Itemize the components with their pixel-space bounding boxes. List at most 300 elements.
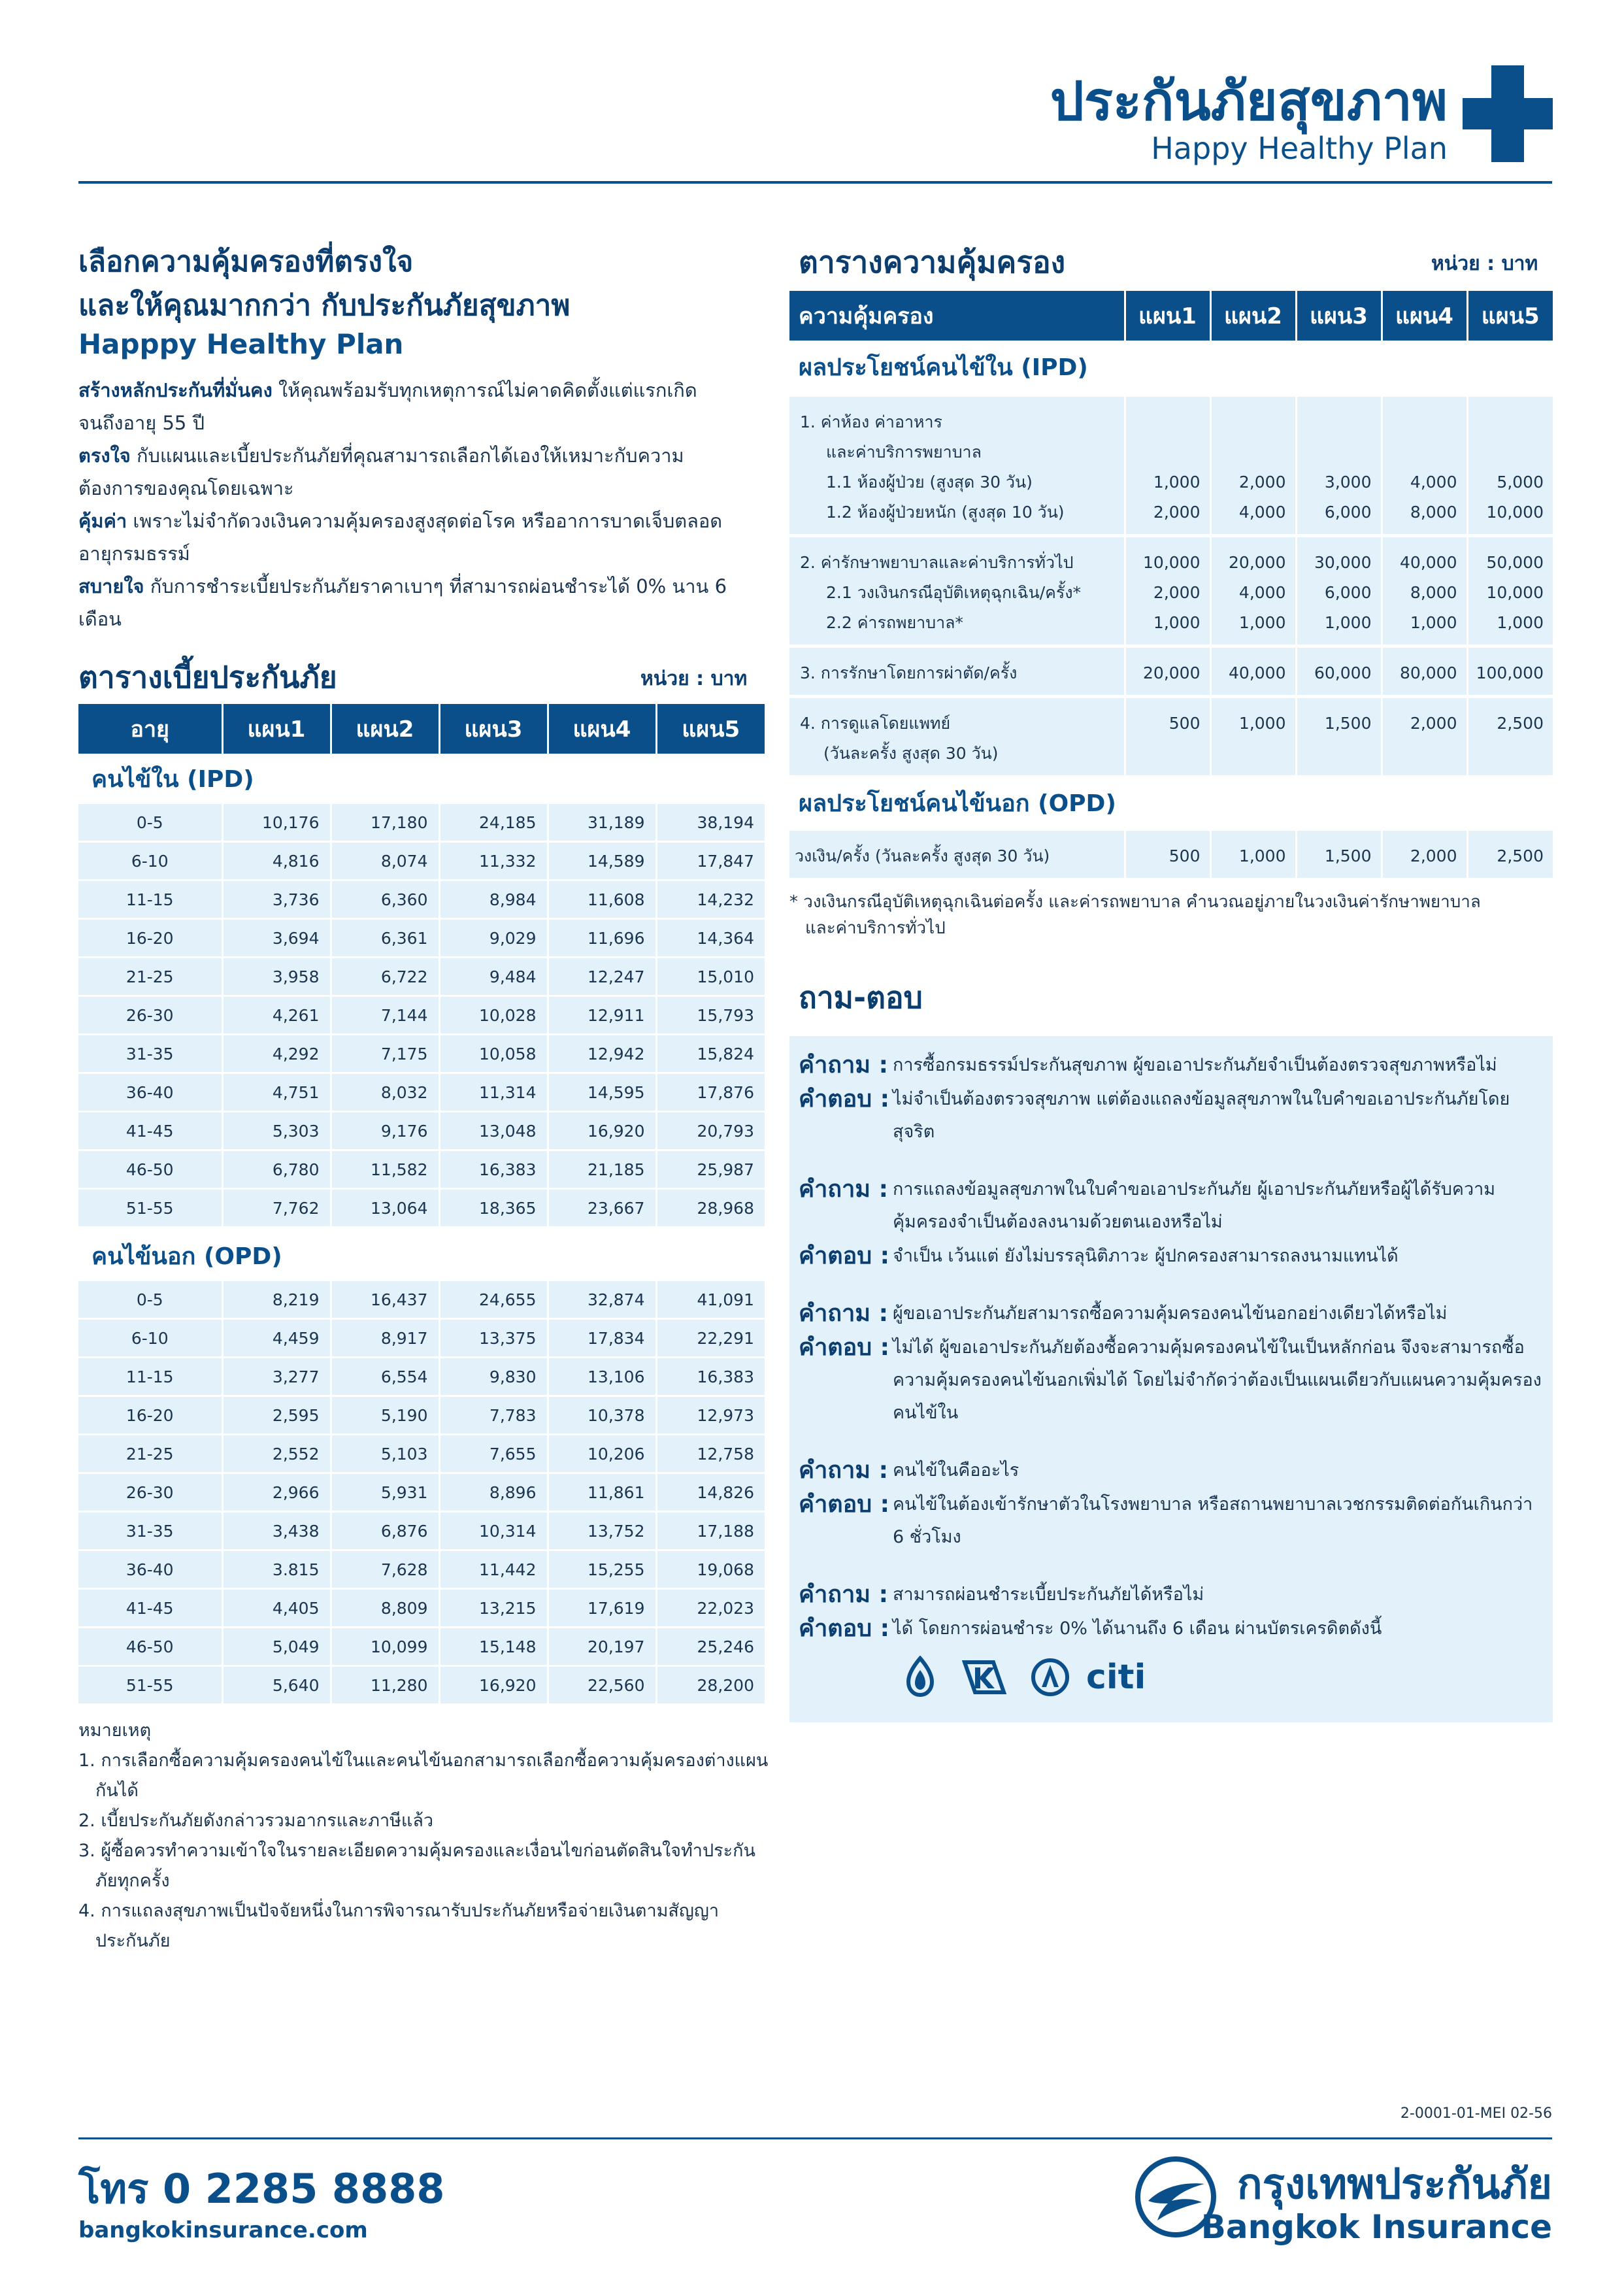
answer-text: ได้ โดยการผ่อนชำระ 0% ได้นานถึง 6 เดือน ผ่านบัตรเครดิตดังนี้: [893, 1618, 1382, 1639]
faq-question-2: [799, 1173, 1544, 1239]
question-text: ผู้ขอเอาประกันภัยสามารถซื้อความคุ้มครองคนไข้นอกอย่างเดียวได้หรือไม่: [893, 1303, 1448, 1324]
premium-cell: 22,023: [656, 1589, 765, 1628]
premium-cell: 4,292: [222, 1035, 331, 1073]
premium-cell: 41,091: [656, 1281, 765, 1319]
notes-section: [78, 1716, 771, 1956]
cell: 1,000: [1324, 613, 1372, 632]
premium-cell: 32,874: [548, 1281, 656, 1319]
premium-cell: 6,780: [222, 1150, 331, 1189]
cell: 100,000: [1467, 646, 1553, 697]
premium-unit: หน่วย : บาท: [640, 667, 748, 690]
premium-cell: 8,074: [331, 842, 439, 880]
benefit-4-text: กับการชำระเบี้ยประกันภัยราคาเบาๆ ที่สามารถผ่อนชำระได้ 0% นาน 6 เดือน: [78, 575, 727, 630]
premium-cell: 7,175: [331, 1035, 439, 1073]
table-row: [78, 1319, 765, 1358]
cell: 20,000: [1229, 553, 1286, 572]
plan-column-header: แผน4: [1382, 291, 1467, 341]
premium-cell: 38,194: [656, 804, 765, 842]
cell: 1,000: [1410, 613, 1457, 632]
premium-cell: 3,438: [222, 1512, 331, 1550]
premium-cell: 5,103: [331, 1435, 439, 1473]
intro-paragraphs: [78, 374, 732, 635]
cell: 2,000: [1382, 831, 1467, 880]
faq-box: [789, 1036, 1553, 1722]
premium-cell: 16,383: [656, 1358, 765, 1396]
answer-text: จำเป็น เว้นแต่ ยังไม่บรรลุนิติภาวะ ผู้ปกครองสามารถลงนามแทนได้: [893, 1246, 1399, 1266]
premium-cell: 6,876: [331, 1512, 439, 1550]
table-row: [78, 1150, 765, 1189]
premium-cell: 20,197: [548, 1628, 656, 1666]
plan-column-header: แผน2: [1210, 291, 1296, 341]
cell: 5,000: [1497, 473, 1544, 492]
faq-answer-3: [799, 1331, 1544, 1430]
premium-cell: 4,816: [222, 842, 331, 880]
table-row: [78, 1628, 765, 1666]
premium-cell: 11,861: [548, 1473, 656, 1512]
cell: 1,000: [1497, 613, 1544, 632]
table-row: [78, 1435, 765, 1473]
faq-question-4: [799, 1454, 1544, 1487]
faq-answer-1: [799, 1083, 1544, 1148]
benefit-4-title: สบายใจ: [78, 575, 144, 597]
cell: 1,000: [1210, 831, 1296, 880]
footnote-line-1: * วงเงินกรณีอุบัติเหตุฉุกเฉินต่อครั้ง และค่ารถพยาบาล คำนวณอยู่ภายในวงเงินค่ารักษาพยาบาล: [789, 892, 1481, 912]
premium-cell: 17,188: [656, 1512, 765, 1550]
age-cell: 6-10: [78, 1319, 222, 1358]
premium-cell: 25,987: [656, 1150, 765, 1189]
coverage-ipd-label: ผลประโยชน์คนไข้ใน (IPD): [799, 354, 1088, 381]
benefit-2-title: ตรงใจ: [78, 444, 131, 467]
premium-cell: 12,247: [548, 958, 656, 996]
table-row: [78, 1396, 765, 1435]
premium-cell: 8,984: [439, 880, 548, 919]
bank-ktb-icon: [1030, 1656, 1070, 1699]
cell: 2,000: [1153, 503, 1201, 522]
premium-cell: 10,206: [548, 1435, 656, 1473]
premium-cell: 24,185: [439, 804, 548, 842]
premium-cell: 17,876: [656, 1073, 765, 1112]
age-cell: 21-25: [78, 1435, 222, 1473]
premium-cell: 20,793: [656, 1112, 765, 1150]
row1-2-label: 1.2 ห้องผู้ป่วยหนัก (สูงสุด 10 วัน): [826, 503, 1065, 522]
cell: 1,000: [1238, 613, 1286, 632]
age-cell: 46-50: [78, 1628, 222, 1666]
cell: 1,500: [1296, 831, 1382, 880]
contact-phone: โทร 0 2285 8888: [78, 2165, 445, 2213]
answer-label: คำตอบ :: [799, 1615, 890, 1642]
premium-cell: 28,968: [656, 1189, 765, 1228]
premium-cell: 12,942: [548, 1035, 656, 1073]
table-row: [78, 1512, 765, 1550]
faq-question-1: [799, 1049, 1544, 1082]
plan-column-header: แผน1: [222, 704, 331, 754]
intro-heading-2: และให้คุณมากกว่า กับประกันภัยสุขภาพ: [78, 289, 571, 322]
premium-cell: 6,722: [331, 958, 439, 996]
row5-title: วงเงิน/ครั้ง (วันละครั้ง สูงสุด 30 วัน): [795, 846, 1050, 865]
cell: 500: [1125, 831, 1210, 880]
premium-cell: 17,847: [656, 842, 765, 880]
premium-opd-label: คนไข้นอก (OPD): [91, 1243, 282, 1270]
premium-cell: 11,314: [439, 1073, 548, 1112]
row2-1-label: 2.1 วงเงินกรณีอุบัติเหตุฉุกเฉิน/ครั้ง*: [826, 583, 1082, 602]
row2-title: 2. ค่ารักษาพยาบาลและค่าบริการทั่วไป: [800, 553, 1074, 572]
age-cell: 51-55: [78, 1189, 222, 1228]
premium-cell: 11,696: [548, 919, 656, 958]
premium-cell: 3,694: [222, 919, 331, 958]
premium-cell: 17,834: [548, 1319, 656, 1358]
faq-answer-4: [799, 1488, 1544, 1554]
brand-name-th: กรุงเทพประกันภัย: [1236, 2160, 1552, 2209]
age-cell: 11-15: [78, 1358, 222, 1396]
row1-title: 1. ค่าห้อง ค่าอาหาร: [800, 412, 942, 431]
premium-cell: 4,405: [222, 1589, 331, 1628]
coverage-table: [789, 291, 1553, 881]
question-label: คำถาม :: [799, 1300, 888, 1327]
footer-divider: [78, 2137, 1552, 2139]
age-cell: 41-45: [78, 1112, 222, 1150]
age-cell: 36-40: [78, 1550, 222, 1589]
cell: 40,000: [1210, 646, 1296, 697]
cell: 8,000: [1410, 503, 1457, 522]
premium-cell: 5,303: [222, 1112, 331, 1150]
premium-cell: 7,783: [439, 1396, 548, 1435]
benefit-1-text: ให้คุณพร้อมรับทุกเหตุการณ์ไม่คาดคิดตั้งแต่แรกเกิดจนถึงอายุ 55 ปี: [78, 379, 697, 434]
premium-cell: 31,189: [548, 804, 656, 842]
premium-cell: 4,459: [222, 1319, 331, 1358]
coverage-row-5: [789, 831, 1553, 880]
plan-column-header: แผน3: [439, 704, 548, 754]
premium-cell: 12,911: [548, 996, 656, 1035]
question-text: สามารถผ่อนชำระเบี้ยประกันภัยได้หรือไม่: [893, 1584, 1204, 1605]
age-cell: 31-35: [78, 1035, 222, 1073]
premium-table-title: ตารางเบี้ยประกันภัย: [78, 660, 337, 695]
coverage-footnote: [789, 889, 1554, 941]
premium-cell: 8,917: [331, 1319, 439, 1358]
age-cell: 6-10: [78, 842, 222, 880]
premium-ipd-rows: [78, 804, 765, 1228]
premium-cell: 14,589: [548, 842, 656, 880]
plan-column-header: แผน4: [548, 704, 656, 754]
cell: 80,000: [1382, 646, 1467, 697]
document-code: 2-0001-01-MEI 02-56: [1400, 2105, 1552, 2122]
plan-column-header: แผน3: [1296, 291, 1382, 341]
cell: 6,000: [1324, 503, 1372, 522]
table-row: [78, 1281, 765, 1319]
note-item-1: 1. การเลือกซื้อความคุ้มครองคนไข้ในและคนไข้นอกสามารถเลือกซื้อความคุ้มครองต่างแผนกันได้: [78, 1750, 769, 1801]
table-row: [78, 1666, 765, 1705]
cell: 30,000: [1314, 553, 1372, 572]
premium-cell: 11,280: [331, 1666, 439, 1705]
answer-text: ไม่จำเป็นต้องตรวจสุขภาพ แต่ต้องแถลงข้อมูลสุขภาพในใบคำขอเอาประกันภัยโดยสุจริต: [893, 1089, 1510, 1142]
premium-cell: 17,180: [331, 804, 439, 842]
cell: 10,000: [1486, 583, 1544, 602]
footnote-line-2: และค่าบริการทั่วไป: [805, 918, 946, 938]
row1-1-label: 1.1 ห้องผู้ป่วย (สูงสุด 30 วัน): [826, 473, 1033, 492]
premium-cell: 9,176: [331, 1112, 439, 1150]
cell: 1,000: [1153, 473, 1201, 492]
faq-answer-2: [799, 1240, 1544, 1273]
premium-cell: 18,365: [439, 1189, 548, 1228]
premium-cell: 24,655: [439, 1281, 548, 1319]
premium-cell: 10,314: [439, 1512, 548, 1550]
answer-text: ไม่ได้ ผู้ขอเอาประกันภัยต้องซื้อความคุ้มครองคนไข้ในเป็นหลักก่อน จึงจะสามารถซื้อความคุ้มครองคนไข้นอกเพิ่มได้ โดยไม่จำกัดว่าต้องเป็นแผนเดียวกับแผนความคุ้มครองคนไข้ใน: [893, 1337, 1542, 1423]
age-cell: 46-50: [78, 1150, 222, 1189]
cell: 1,000: [1153, 613, 1201, 632]
answer-text: คนไข้ในต้องเข้ารักษาตัวในโรงพยาบาล หรือสถานพยาบาลเวชกรรมติดต่อกันเกินกว่า 6 ชั่วโมง: [893, 1494, 1533, 1547]
premium-cell: 4,261: [222, 996, 331, 1035]
intro-heading-3: Happpy Healthy Plan: [78, 328, 404, 360]
table-row: [78, 996, 765, 1035]
premium-cell: 8,809: [331, 1589, 439, 1628]
question-text: การแถลงข้อมูลสุขภาพในใบคำขอเอาประกันภัย ผู้เอาประกันภัยหรือผู้ได้รับความคุ้มครองจำเป็นต้องลงนามด้วยตนเองหรือไม่: [893, 1179, 1496, 1232]
premium-cell: 3,277: [222, 1358, 331, 1396]
table-row: [78, 1112, 765, 1150]
cell: 8,000: [1410, 583, 1457, 602]
premium-cell: 10,099: [331, 1628, 439, 1666]
premium-cell: 7,144: [331, 996, 439, 1035]
cell: 1,000: [1210, 697, 1296, 777]
faq-answer-5: [799, 1613, 1544, 1645]
premium-cell: 7,655: [439, 1435, 548, 1473]
question-text: การซื้อกรมธรรม์ประกันสุขภาพ ผู้ขอเอาประกันภัยจำเป็นต้องตรวจสุขภาพหรือไม่: [893, 1055, 1497, 1075]
coverage-row-2: [789, 536, 1553, 646]
benefit-1-title: สร้างหลักประกันที่มั่นคง: [78, 379, 273, 401]
premium-cell: 12,758: [656, 1435, 765, 1473]
cell: 2,500: [1467, 697, 1553, 777]
table-row: [78, 842, 765, 880]
row1-title-2: และค่าบริการพยาบาล: [826, 443, 982, 461]
premium-cell: 11,442: [439, 1550, 548, 1589]
coverage-row-1: [789, 397, 1553, 536]
age-cell: 26-30: [78, 1473, 222, 1512]
premium-cell: 28,200: [656, 1666, 765, 1705]
premium-cell: 3,736: [222, 880, 331, 919]
premium-cell: 12,973: [656, 1396, 765, 1435]
premium-cell: 11,332: [439, 842, 548, 880]
age-cell: 51-55: [78, 1666, 222, 1705]
intro-heading-1: เลือกความคุ้มครองที่ตรงใจ: [78, 245, 414, 278]
premium-cell: 13,106: [548, 1358, 656, 1396]
faq-question-5: [799, 1579, 1544, 1611]
age-cell: 0-5: [78, 1281, 222, 1319]
cell: 6,000: [1324, 583, 1372, 602]
age-cell: 36-40: [78, 1073, 222, 1112]
cell: 500: [1125, 697, 1210, 777]
question-label: คำถาม :: [799, 1457, 888, 1484]
premium-cell: 9,484: [439, 958, 548, 996]
premium-cell: 3,958: [222, 958, 331, 996]
premium-cell: 7,762: [222, 1189, 331, 1228]
answer-label: คำตอบ :: [799, 1086, 890, 1113]
table-row: [78, 1035, 765, 1073]
brand-name-en: Bangkok Insurance: [1201, 2208, 1552, 2246]
answer-label: คำตอบ :: [799, 1243, 890, 1269]
premium-cell: 15,824: [656, 1035, 765, 1073]
cell: 2,000: [1238, 473, 1286, 492]
premium-cell: 19,068: [656, 1550, 765, 1589]
cell: 2,000: [1382, 697, 1467, 777]
question-label: คำถาม :: [799, 1176, 888, 1203]
table-row: [78, 1550, 765, 1589]
premium-cell: 15,010: [656, 958, 765, 996]
note-item-4: 4. การแถลงสุขภาพเป็นปัจจัยหนึ่งในการพิจารณารับประกันภัยหรือจ่ายเงินตามสัญญาประกันภัย: [78, 1901, 720, 1951]
premium-cell: 11,608: [548, 880, 656, 919]
premium-cell: 14,364: [656, 919, 765, 958]
age-cell: 16-20: [78, 919, 222, 958]
cell: 2,500: [1467, 831, 1553, 880]
premium-cell: 2,595: [222, 1396, 331, 1435]
table-row: [78, 1589, 765, 1628]
premium-cell: 13,375: [439, 1319, 548, 1358]
premium-opd-rows: [78, 1281, 765, 1705]
coverage-table-title: ตารางความคุ้มครอง: [799, 244, 1066, 280]
bank-lotus-icon: [902, 1656, 938, 1699]
coverage-row-3: [789, 646, 1553, 697]
premium-cell: 14,232: [656, 880, 765, 919]
benefit-3-text: เพราะไม่จำกัดวงเงินความคุ้มครองสูงสุดต่อโรค หรืออาการบาดเจ็บตลอดอายุกรมธรรม์: [78, 510, 723, 565]
row3-title: 3. การรักษาโดยการผ่าตัด/ครั้ง: [800, 663, 1018, 682]
table-row: [78, 804, 765, 842]
premium-cell: 6,361: [331, 919, 439, 958]
age-cell: 26-30: [78, 996, 222, 1035]
page-title: ประกันภัยสุขภาพ: [1050, 71, 1448, 133]
age-cell: 41-45: [78, 1589, 222, 1628]
premium-cell: 5,190: [331, 1396, 439, 1435]
premium-cell: 5,640: [222, 1666, 331, 1705]
premium-cell: 25,246: [656, 1628, 765, 1666]
header-divider: [78, 181, 1552, 184]
bank-citi-icon: citi: [1086, 1658, 1146, 1697]
premium-cell: 8,032: [331, 1073, 439, 1112]
premium-cell: 10,176: [222, 804, 331, 842]
premium-cell: 22,291: [656, 1319, 765, 1358]
premium-cell: 8,219: [222, 1281, 331, 1319]
premium-cell: 5,931: [331, 1473, 439, 1512]
premium-cell: 14,826: [656, 1473, 765, 1512]
note-item-3: 3. ผู้ซื้อควรทำความเข้าใจในรายละเอียดความคุ้มครองและเงื่อนไขก่อนตัดสินใจทำประกันภัยทุกครั้ง: [78, 1841, 755, 1891]
cell: 10,000: [1143, 553, 1201, 572]
plan-column-header: แผน1: [1125, 291, 1210, 341]
premium-cell: 15,148: [439, 1628, 548, 1666]
premium-cell: 17,619: [548, 1589, 656, 1628]
premium-cell: 3.815: [222, 1550, 331, 1589]
age-cell: 21-25: [78, 958, 222, 996]
cell: 2,000: [1153, 583, 1201, 602]
premium-cell: 10,058: [439, 1035, 548, 1073]
premium-cell: 22,560: [548, 1666, 656, 1705]
table-row: [78, 1358, 765, 1396]
premium-cell: 9,830: [439, 1358, 548, 1396]
row2-2-label: 2.2 ค่ารถพยาบาล*: [826, 613, 963, 632]
premium-ipd-label: คนไข้ใน (IPD): [91, 766, 254, 793]
premium-cell: 13,064: [331, 1189, 439, 1228]
coverage-column-header: ความคุ้มครอง: [789, 291, 1125, 341]
note-item-2: 2. เบี้ยประกันภัยดังกล่าวรวมอากรและภาษีแล้ว: [78, 1811, 434, 1831]
question-text: คนไข้ในคืออะไร: [893, 1460, 1019, 1481]
row4-title-2: (วันละครั้ง สูงสุด 30 วัน): [823, 744, 999, 763]
row4-title: 4. การดูแลโดยแพทย์: [800, 714, 951, 733]
cell: 40,000: [1400, 553, 1457, 572]
plan-column-header: แผน5: [656, 704, 765, 754]
answer-label: คำตอบ :: [799, 1491, 890, 1518]
table-row: [78, 880, 765, 919]
table-row: [78, 1189, 765, 1228]
table-row: [78, 1073, 765, 1112]
website-link[interactable]: bangkokinsurance.com: [78, 2217, 368, 2243]
cell: 1,500: [1296, 697, 1382, 777]
premium-cell: 15,793: [656, 996, 765, 1035]
coverage-opd-label: ผลประโยชน์คนไข้นอก (OPD): [799, 790, 1116, 817]
premium-cell: 6,554: [331, 1358, 439, 1396]
premium-cell: 2,552: [222, 1435, 331, 1473]
plan-column-header: แผน2: [331, 704, 439, 754]
faq-question-3: [799, 1297, 1544, 1330]
premium-ipd-table: [78, 704, 765, 754]
premium-cell: 16,383: [439, 1150, 548, 1189]
premium-cell: 8,896: [439, 1473, 548, 1512]
cell: 20,000: [1125, 646, 1210, 697]
cell: 60,000: [1296, 646, 1382, 697]
premium-cell: 14,595: [548, 1073, 656, 1112]
table-row: [78, 958, 765, 996]
premium-cell: 16,437: [331, 1281, 439, 1319]
benefit-2-text: กับแผนและเบี้ยประกันภัยที่คุณสามารถเลือกได้เองให้เหมาะกับความต้องการของคุณโดยเฉพาะ: [78, 444, 684, 499]
health-cross-icon: [1463, 65, 1553, 162]
notes-title: หมายเหตุ: [78, 1720, 152, 1741]
question-label: คำถาม :: [799, 1581, 888, 1608]
premium-cell: 7,628: [331, 1550, 439, 1589]
age-cell: 31-35: [78, 1512, 222, 1550]
premium-cell: 11,582: [331, 1150, 439, 1189]
premium-cell: 10,378: [548, 1396, 656, 1435]
premium-cell: 23,667: [548, 1189, 656, 1228]
premium-cell: 13,215: [439, 1589, 548, 1628]
cell: 4,000: [1238, 503, 1286, 522]
plan-column-header: แผน5: [1467, 291, 1553, 341]
cell: 10,000: [1486, 503, 1544, 522]
age-cell: 0-5: [78, 804, 222, 842]
cell: 4,000: [1410, 473, 1457, 492]
answer-label: คำตอบ :: [799, 1334, 890, 1361]
premium-cell: 5,049: [222, 1628, 331, 1666]
premium-cell: 15,255: [548, 1550, 656, 1589]
page-subtitle: Happy Healthy Plan: [1151, 131, 1448, 166]
premium-cell: 9,029: [439, 919, 548, 958]
cell: 4,000: [1238, 583, 1286, 602]
premium-cell: 2,966: [222, 1473, 331, 1512]
question-label: คำถาม :: [799, 1052, 888, 1079]
premium-cell: 6,360: [331, 880, 439, 919]
premium-cell: 4,751: [222, 1073, 331, 1112]
coverage-row-4: [789, 697, 1553, 777]
premium-cell: 13,048: [439, 1112, 548, 1150]
premium-cell: 16,920: [439, 1666, 548, 1705]
table-row: [78, 919, 765, 958]
premium-cell: 13,752: [548, 1512, 656, 1550]
bank-logos: [902, 1656, 1163, 1701]
bank-kbank-icon: [961, 1656, 1008, 1699]
premium-cell: 21,185: [548, 1150, 656, 1189]
age-column-header: อายุ: [78, 704, 222, 754]
faq-title: ถาม-ตอบ: [799, 980, 923, 1015]
cell: 3,000: [1324, 473, 1372, 492]
coverage-unit: หน่วย : บาท: [1431, 252, 1538, 275]
cell: 50,000: [1486, 553, 1544, 572]
benefit-3-title: คุ้มค่า: [78, 510, 127, 532]
age-cell: 16-20: [78, 1396, 222, 1435]
premium-cell: 16,920: [548, 1112, 656, 1150]
table-row: [78, 1473, 765, 1512]
